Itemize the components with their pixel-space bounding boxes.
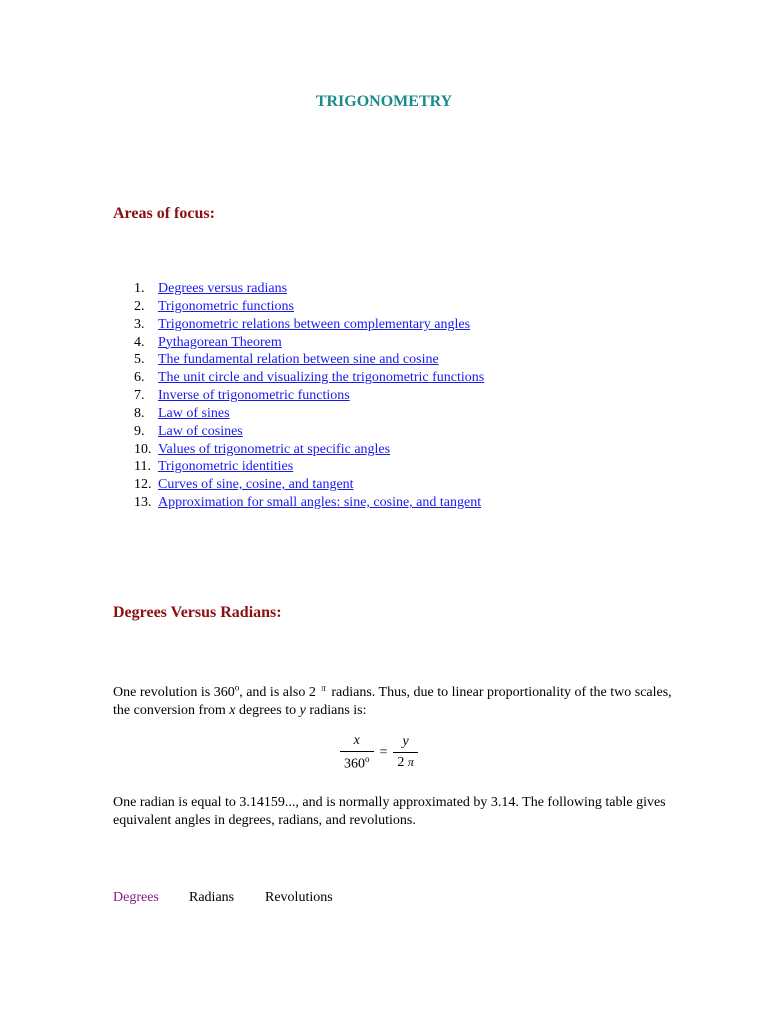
- toc-item: [113, 334, 484, 352]
- toc-number: 1.: [134, 281, 145, 296]
- toc-link-fundamental-relation[interactable]: The fundamental relation between sine and cosine: [158, 352, 439, 368]
- toc-link-pythagorean-theorem[interactable]: Pythagorean Theorem: [158, 334, 282, 350]
- denominator-value: 2: [397, 755, 405, 771]
- toc-number: 7.: [134, 388, 145, 404]
- column-header-degrees: Degrees: [113, 890, 159, 905]
- revolution-paragraph: [113, 679, 673, 720]
- denominator-360: [340, 751, 374, 773]
- toc-link-law-of-cosines[interactable]: Law of cosines: [158, 423, 243, 439]
- degrees-versus-radians-heading: Degrees Versus Radians:: [113, 604, 282, 621]
- areas-heading: Areas of focus:: [113, 205, 215, 222]
- toc-item: [113, 387, 484, 405]
- para-text: degrees to: [235, 703, 300, 718]
- toc-item: [113, 458, 484, 476]
- para-text: One revolution is 360: [113, 685, 235, 700]
- numerator-x: x: [353, 733, 360, 748]
- toc-number: 13.: [134, 495, 152, 511]
- column-header-radians: Radians: [189, 890, 235, 905]
- left-fraction: [340, 733, 374, 773]
- toc-link-identities[interactable]: Trigonometric identities: [158, 459, 294, 475]
- toc-number: 5.: [134, 352, 145, 368]
- toc-number: 9.: [134, 423, 145, 439]
- toc-link-complementary-angles[interactable]: Trigonometric relations between complementary angles: [158, 316, 471, 332]
- toc-number: 6.: [134, 370, 145, 386]
- pi-symbol: π: [407, 755, 414, 770]
- degree-symbol: o: [365, 754, 370, 764]
- toc-item: [113, 441, 484, 459]
- var-x: x: [229, 703, 236, 718]
- toc-number: 3.: [134, 316, 145, 332]
- toc-link-inverse-functions[interactable]: Inverse of trigonometric functions: [158, 388, 350, 404]
- table-of-contents: [113, 280, 484, 512]
- toc-item: [113, 316, 484, 334]
- toc-number: 8.: [134, 405, 145, 421]
- toc-number: 12.: [134, 477, 152, 493]
- toc-number: 11.: [134, 459, 151, 475]
- var-y: y: [299, 703, 306, 718]
- para-text: radians is:: [305, 703, 367, 718]
- toc-item: [113, 369, 484, 387]
- toc-item: [113, 280, 484, 298]
- equals-sign: =: [379, 744, 388, 760]
- para-text: , and is also 2: [239, 685, 320, 700]
- toc-number: 10.: [134, 441, 152, 457]
- toc-link-unit-circle[interactable]: The unit circle and visualizing the trigonometric functions: [158, 370, 485, 386]
- denominator-value: 360: [344, 756, 365, 772]
- degree-symbol: o: [234, 682, 240, 693]
- toc-link-specific-angles[interactable]: Values of trigonometric at specific angles: [158, 441, 391, 457]
- toc-link-small-angles[interactable]: Approximation for small angles: sine, cosine, and tangent: [158, 495, 482, 511]
- para-text: radians. Thus, due to linear proportionality of the two scales, the conversion from: [113, 685, 672, 718]
- toc-item: [113, 405, 484, 423]
- toc-number: 4.: [134, 334, 145, 350]
- toc-link-trigonometric-functions[interactable]: Trigonometric functions: [158, 298, 294, 314]
- toc-item: [113, 494, 484, 512]
- numerator-y: y: [402, 734, 409, 750]
- pi-symbol: π: [321, 683, 326, 693]
- toc-item: [113, 476, 484, 494]
- toc-item: [113, 423, 484, 441]
- conversion-formula: [340, 733, 418, 773]
- toc-link-degrees-versus-radians[interactable]: Degrees versus radians: [158, 281, 288, 296]
- radian-paragraph: One radian is equal to 3.14159..., and is normally approximated by 3.14. The following table gives equivalent angles in degrees, radians, and revolutions.: [113, 795, 666, 828]
- toc-item: [113, 351, 484, 369]
- toc-link-curves[interactable]: Curves of sine, cosine, and tangent: [158, 477, 354, 493]
- right-fraction: [393, 734, 418, 771]
- toc-item: [113, 298, 484, 316]
- page-title: TRIGONOMETRY: [315, 93, 453, 110]
- toc-number: 2.: [134, 298, 145, 314]
- denominator-2pi: [393, 752, 418, 771]
- column-header-revolutions: Revolutions: [265, 890, 333, 905]
- toc-link-law-of-sines[interactable]: Law of sines: [158, 405, 230, 421]
